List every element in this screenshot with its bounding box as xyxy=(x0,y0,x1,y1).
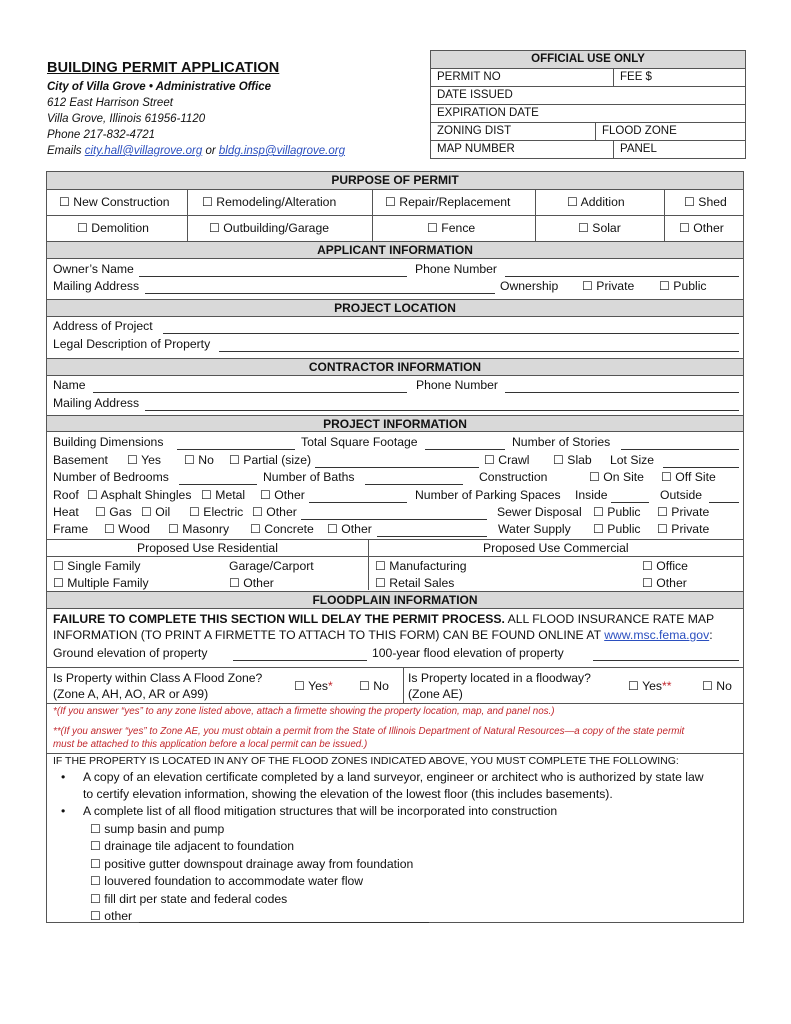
applicant-section-title: APPLICANT INFORMATION xyxy=(47,241,743,259)
checkbox-basement-yes[interactable]: ☐ Yes xyxy=(127,453,161,467)
expiration-date-field[interactable]: EXPIRATION DATE xyxy=(437,107,539,119)
square-footage-label: Total Square Footage xyxy=(301,435,418,449)
contractor-mailing-field[interactable] xyxy=(145,410,739,411)
contractor-section-title: CONTRACTOR INFORMATION xyxy=(47,358,743,376)
checkbox-crawl[interactable]: ☐ Crawl xyxy=(484,453,530,467)
parking-inside-label: Inside xyxy=(575,488,608,502)
checkbox-heat-other[interactable]: ☐ Other xyxy=(252,505,297,519)
map-number-field[interactable]: MAP NUMBER xyxy=(437,143,515,155)
elevation-certificate-line2: to certify elevation information, showing the elevation of the lowest floor (this includes basements). xyxy=(83,787,613,801)
applicant-mailing-field[interactable] xyxy=(145,293,495,294)
mitigation-other-field[interactable] xyxy=(139,922,429,923)
checkbox-gutter-downspout[interactable]: ☐ positive gutter downspout drainage away from foundation xyxy=(90,857,414,871)
bedrooms-field[interactable] xyxy=(179,484,257,485)
elevation-certificate-line1: A copy of an elevation certificate completed by a land surveyor, engineer or architect who is authorized by state law xyxy=(83,770,704,784)
water-supply-label: Water Supply xyxy=(498,522,571,536)
building-dimensions-label: Building Dimensions xyxy=(53,435,164,449)
checkbox-fill-dirt[interactable]: ☐ fill dirt per state and federal codes xyxy=(90,892,288,906)
checkbox-shed[interactable]: ☐ Shed xyxy=(684,195,727,209)
checkbox-oil[interactable]: ☐ Oil xyxy=(141,505,171,519)
checkbox-basement-partial[interactable]: ☐ Partial (size) xyxy=(229,453,312,467)
date-issued-field[interactable]: DATE ISSUED xyxy=(437,89,513,101)
office-name: City of Villa Grove • Administrative Office xyxy=(47,81,272,93)
sewer-label: Sewer Disposal xyxy=(497,505,582,519)
bedrooms-label: Number of Bedrooms xyxy=(53,470,169,484)
checkbox-demolition[interactable]: ☐ Demolition xyxy=(77,221,149,235)
street-address: 612 East Harrison Street xyxy=(47,97,173,109)
checkbox-multiple-family[interactable]: ☐ Multiple Family xyxy=(53,576,149,590)
applicant-phone-field[interactable] xyxy=(505,276,739,277)
checkbox-slab[interactable]: ☐ Slab xyxy=(553,453,592,467)
checkbox-addition[interactable]: ☐ Addition xyxy=(567,195,625,209)
ground-elevation-label: Ground elevation of property xyxy=(53,646,208,660)
checkbox-water-private[interactable]: ☐ Private xyxy=(657,522,710,536)
location-section-title: PROJECT LOCATION xyxy=(47,299,743,317)
floodway-yes-label: ☐ Yes xyxy=(628,679,662,693)
owner-name-label: Owner’s Name xyxy=(53,262,134,276)
garage-carport-label[interactable]: Garage/Carport xyxy=(229,559,314,573)
checkbox-commercial-other[interactable]: ☐ Other xyxy=(642,576,687,590)
lot-size-label: Lot Size xyxy=(610,453,655,467)
checkbox-class-a-no[interactable]: ☐ No xyxy=(359,679,389,693)
flood-elevation-label: 100-year flood elevation of property xyxy=(372,646,564,660)
checkbox-outbuilding-garage[interactable]: ☐ Outbuilding/Garage xyxy=(209,221,330,235)
contractor-mailing-label: Mailing Address xyxy=(53,396,140,410)
heat-label: Heat xyxy=(53,505,79,519)
checkbox-water-public[interactable]: ☐ Public xyxy=(593,522,641,536)
zoning-dist-field[interactable]: ZONING DIST xyxy=(437,125,512,137)
checkbox-roof-other[interactable]: ☐ Other xyxy=(260,488,305,502)
note-zone-ae-line1: **(If you answer “yes” to Zone AE, you must obtain a permit from the State of Illinois Department of Natural Resources—a copy of the state permit xyxy=(53,726,685,737)
heat-other-field[interactable] xyxy=(301,519,487,520)
frame-label: Frame xyxy=(53,522,89,536)
fema-link-colon: : xyxy=(709,628,713,642)
bullet-icon: • xyxy=(61,770,66,784)
checkbox-wood[interactable]: ☐ Wood xyxy=(104,522,150,536)
lot-size-field[interactable] xyxy=(663,467,739,468)
applicant-mailing-label: Mailing Address xyxy=(53,279,140,293)
checkbox-fence[interactable]: ☐ Fence xyxy=(427,221,476,235)
floodplain-section-title: FLOODPLAIN INFORMATION xyxy=(47,591,743,609)
owner-name-field[interactable] xyxy=(139,276,407,277)
checkbox-single-family[interactable]: ☐ Single Family xyxy=(53,559,141,573)
floodway-question: Is Property located in a floodway? xyxy=(408,671,591,685)
checkbox-concrete[interactable]: ☐ Concrete xyxy=(250,522,314,536)
note-zone-ae-line2: must be attached to this application before a local permit can be issued.) xyxy=(53,739,368,750)
checkbox-office[interactable]: ☐ Office xyxy=(642,559,688,573)
roof-other-field[interactable] xyxy=(309,502,407,503)
flood-elevation-field[interactable] xyxy=(593,660,739,661)
flood-zone-field[interactable]: FLOOD ZONE xyxy=(595,123,743,140)
parking-inside-field[interactable] xyxy=(611,502,649,503)
parking-outside-label: Outside xyxy=(660,488,703,502)
checkbox-gas[interactable]: ☐ Gas xyxy=(95,505,132,519)
official-use-box xyxy=(430,50,746,159)
emails-line xyxy=(47,143,345,159)
checkbox-class-a-yes[interactable] xyxy=(294,679,333,693)
fee-field[interactable]: FEE $ xyxy=(613,69,743,86)
stories-field[interactable] xyxy=(621,449,739,450)
checkbox-floodway-yes[interactable] xyxy=(628,679,671,693)
city-address: Villa Grove, Illinois 61956-1120 xyxy=(47,113,206,125)
residential-use-title: Proposed Use Residential xyxy=(137,541,278,555)
checkbox-repair-replacement[interactable]: ☐ Repair/Replacement xyxy=(385,195,511,209)
floodway-yes-asterisk: ** xyxy=(661,679,672,693)
applicant-phone-label: Phone Number xyxy=(415,262,497,276)
panel-field[interactable]: PANEL xyxy=(613,141,743,158)
floodplain-info-line2 xyxy=(53,628,713,642)
contractor-phone-label: Phone Number xyxy=(416,378,498,392)
legal-description-label: Legal Description of Property xyxy=(53,337,211,351)
checkbox-ownership-public[interactable]: ☐ Public xyxy=(659,279,707,293)
commercial-use-title: Proposed Use Commercial xyxy=(483,541,629,555)
parking-spaces-label: Number of Parking Spaces xyxy=(415,488,561,502)
class-a-yes-asterisk: * xyxy=(327,679,333,693)
construction-label: Construction xyxy=(479,470,548,484)
project-section-title: PROJECT INFORMATION xyxy=(47,415,743,432)
class-a-yes-label: ☐ Yes xyxy=(294,679,328,693)
partial-size-field[interactable] xyxy=(315,467,479,468)
permit-form xyxy=(46,171,744,923)
fema-link[interactable]: www.msc.fema.gov xyxy=(604,628,710,642)
floodplain-info-text1: ALL FLOOD INSURANCE RATE MAP xyxy=(504,612,715,626)
project-address-field[interactable] xyxy=(163,333,739,334)
building-dimensions-field[interactable] xyxy=(177,449,295,450)
emails-prefix: Emails xyxy=(47,145,85,157)
class-a-zones: (Zone A, AH, AO, AR or A99) xyxy=(53,687,209,701)
email-link-building-inspector[interactable]: bldg.insp@villagrove.org xyxy=(218,145,345,157)
checkbox-manufacturing[interactable]: ☐ Manufacturing xyxy=(375,559,467,573)
form-title: BUILDING PERMIT APPLICATION xyxy=(47,60,280,76)
checkbox-floodway-no[interactable]: ☐ No xyxy=(702,679,732,693)
project-address-label: Address of Project xyxy=(53,319,153,333)
flood-requirements-heading: IF THE PROPERTY IS LOCATED IN ANY OF THE FLOOD ZONES INDICATED ABOVE, YOU MUST COMPLETE THE FOLLOWING: xyxy=(53,755,679,767)
bullet-icon: • xyxy=(61,804,66,818)
checkbox-sewer-public[interactable]: ☐ Public xyxy=(593,505,641,519)
checkbox-drainage-tile[interactable]: ☐ drainage tile adjacent to foundation xyxy=(90,839,295,853)
stories-label: Number of Stories xyxy=(512,435,611,449)
checkbox-off-site[interactable]: ☐ Off Site xyxy=(661,470,716,484)
class-a-question: Is Property within Class A Flood Zone? xyxy=(53,671,263,685)
mitigation-list-heading: A complete list of all flood mitigation structures that will be incorporated into construction xyxy=(83,804,558,818)
purpose-section-title: PURPOSE OF PERMIT xyxy=(47,172,743,190)
checkbox-sump-basin[interactable]: ☐ sump basin and pump xyxy=(90,822,225,836)
square-footage-field[interactable] xyxy=(425,449,505,450)
floodway-zone: (Zone AE) xyxy=(408,687,463,701)
roof-label: Roof xyxy=(53,488,79,502)
checkbox-frame-other[interactable]: ☐ Other xyxy=(327,522,372,536)
contractor-name-field[interactable] xyxy=(93,392,407,393)
checkbox-asphalt-shingles[interactable]: ☐ Asphalt Shingles xyxy=(87,488,192,502)
emails-or: or xyxy=(202,145,219,157)
contractor-name-label: Name xyxy=(53,378,86,392)
checkbox-sewer-private[interactable]: ☐ Private xyxy=(657,505,710,519)
checkbox-new-construction[interactable]: ☐ New Construction xyxy=(59,195,170,209)
checkbox-metal[interactable]: ☐ Metal xyxy=(201,488,246,502)
email-link-city-hall[interactable]: city.hall@villagrove.org xyxy=(84,145,203,157)
checkbox-electric[interactable]: ☐ Electric xyxy=(189,505,244,519)
checkbox-on-site[interactable]: ☐ On Site xyxy=(589,470,644,484)
floodplain-info-line1 xyxy=(53,612,714,626)
ground-elevation-field[interactable] xyxy=(233,660,367,661)
checkbox-purpose-other[interactable]: ☐ Other xyxy=(679,221,724,235)
permit-no-field[interactable]: PERMIT NO xyxy=(437,71,501,83)
checkbox-louvered-foundation[interactable]: ☐ louvered foundation to accommodate water flow xyxy=(90,874,364,888)
parking-outside-field[interactable] xyxy=(709,502,739,503)
checkbox-basement-no[interactable]: ☐ No xyxy=(184,453,214,467)
checkbox-mitigation-other[interactable]: ☐ other xyxy=(90,909,133,923)
ownership-label: Ownership xyxy=(500,279,559,293)
phone-line: Phone 217-832-4721 xyxy=(47,129,156,141)
checkbox-ownership-private[interactable]: ☐ Private xyxy=(582,279,635,293)
basement-label: Basement xyxy=(53,453,108,467)
contractor-phone-field[interactable] xyxy=(505,392,739,393)
official-use-title: OFFICIAL USE ONLY xyxy=(431,51,745,69)
legal-description-field[interactable] xyxy=(219,351,739,352)
checkbox-masonry[interactable]: ☐ Masonry xyxy=(168,522,230,536)
form-header xyxy=(47,60,345,159)
frame-other-field[interactable] xyxy=(377,536,487,537)
note-firmette: *(If you answer “yes” to any zone listed above, attach a firmette showing the property location, map, and panel nos.) xyxy=(53,706,555,717)
checkbox-remodeling-alteration[interactable]: ☐ Remodeling/Alteration xyxy=(202,195,337,209)
checkbox-retail-sales[interactable]: ☐ Retail Sales xyxy=(375,576,455,590)
baths-field[interactable] xyxy=(365,484,463,485)
baths-label: Number of Baths xyxy=(263,470,355,484)
floodplain-warning: FAILURE TO COMPLETE THIS SECTION WILL DELAY THE PERMIT PROCESS. xyxy=(53,612,505,626)
floodplain-info-text2: INFORMATION (TO PRINT A FIRMETTE TO ATTACH TO THIS FORM) CAN BE FOUND ONLINE AT xyxy=(53,628,605,642)
checkbox-residential-other[interactable]: ☐ Other xyxy=(229,576,274,590)
checkbox-solar[interactable]: ☐ Solar xyxy=(578,221,621,235)
